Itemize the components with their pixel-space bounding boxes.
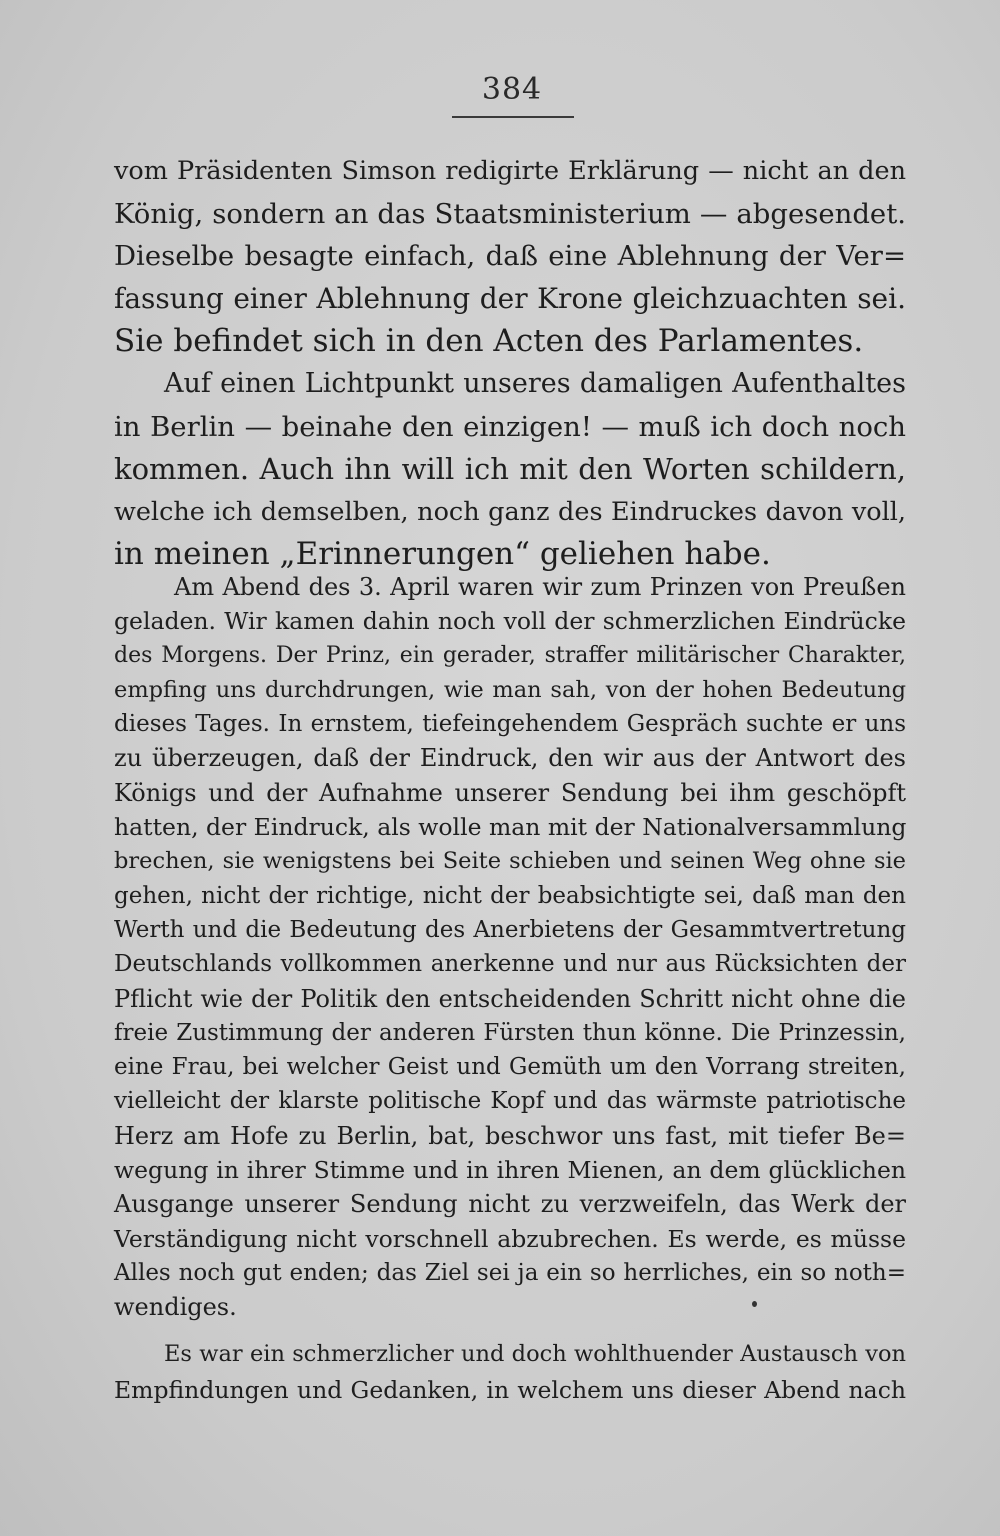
quote-line: Ausgange unserer Sendung nicht zu verzweifeln, das Werk der [114,1190,906,1219]
quote-line: vielleicht der klarste politische Kopf und das wärmste patriotische [114,1088,906,1115]
text-line: Empfindungen und Gedanken, in welchem uns dieser Abend nach [114,1376,906,1404]
quoted-passage [114,570,906,1325]
closing-paragraph [114,1336,906,1408]
text-line: kommen. Auch ihn will ich mit den Worten schildern, [114,452,906,487]
quote-line: wegung in ihrer Stimme und in ihren Mienen, an dem glücklichen [114,1156,906,1185]
page-number: 384 [481,72,543,107]
quote-line: Am Abend des 3. April waren wir zum Prinzen von Preußen [174,573,906,601]
quote-line: dieses Tages. In ernstem, tiefeingehendem Gespräch suchte er uns [114,711,906,738]
quote-line: wendiges. [114,1293,237,1322]
quote-line: freie Zustimmung der anderen Fürsten thun könne. Die Prinzessin, [114,1019,906,1046]
quote-line: geladen. Wir kamen dahin noch voll der schmerzlichen Eindrücke [114,607,906,636]
quote-line: Verständigung nicht vorschnell abzubrechen. Es werde, es müsse [114,1224,906,1253]
text-line: Es war ein schmerzlicher und doch wohlthuender Austausch von [164,1341,906,1367]
quote-line: brechen, sie wenigstens bei Seite schieben und seinen Weg ohne sie [114,848,906,875]
quote-line: eine Frau, bei welcher Geist und Gemüth um den Vorrang streiten, [114,1054,906,1081]
quote-line: Werth und die Bedeutung des Anerbietens der Gesammtvertretung [114,916,906,943]
quote-line: empfing uns durchdrungen, wie man sah, von der hohen Bedeutung [114,676,906,703]
quote-line: Pflicht wie der Politik den entscheidenden Schritt nicht ohne die [114,984,906,1013]
text-line: König, sondern an das Staatsministerium — abgesendet. [114,197,906,230]
text-line: vom Präsidenten Simson redigirte Erklärung — nicht an den [114,156,906,186]
text-line: fassung einer Ablehnung der Krone gleichzuachten sei. [114,281,906,315]
print-speck [752,1301,757,1307]
quote-line: Königs und der Aufnahme unserer Sendung bei ihm geschöpft [114,778,906,807]
text-line: Dieselbe besagte einfach, daß eine Ablehnung der Ver= [114,240,906,273]
quote-line: hatten, der Eindruck, als wolle man mit der Nationalversammlung [114,813,907,842]
main-paragraphs [114,150,906,576]
quote-line: zu überzeugen, daß der Eindruck, den wir aus der Antwort des [114,744,906,773]
text-line: welche ich demselben, noch ganz des Eindruckes davon voll, [114,496,906,527]
page-number-rule [452,116,574,118]
text-line: in meinen „Erinnerungen“ geliehen habe. [114,536,771,573]
text-line: Sie befindet sich in den Acten des Parlamentes. [114,323,864,360]
quote-line: des Morgens. Der Prinz, ein gerader, straffer militärischer Charakter, [114,642,906,668]
quote-line: Herz am Hofe zu Berlin, bat, beschwor uns fast, mit tiefer Be= [114,1121,906,1150]
quote-line: gehen, nicht der richtige, nicht der beabsichtigte sei, daß man den [114,882,906,909]
quote-line: Alles noch gut enden; das Ziel sei ja ein so herrliches, ein so noth= [114,1259,906,1286]
text-line: Auf einen Lichtpunkt unseres damaligen Aufenthaltes [164,367,906,399]
quote-line: Deutschlands vollkommen anerkenne und nur aus Rücksichten der [114,951,906,978]
text-line: in Berlin — beinahe den einzigen! — muß ich doch noch [114,410,906,443]
